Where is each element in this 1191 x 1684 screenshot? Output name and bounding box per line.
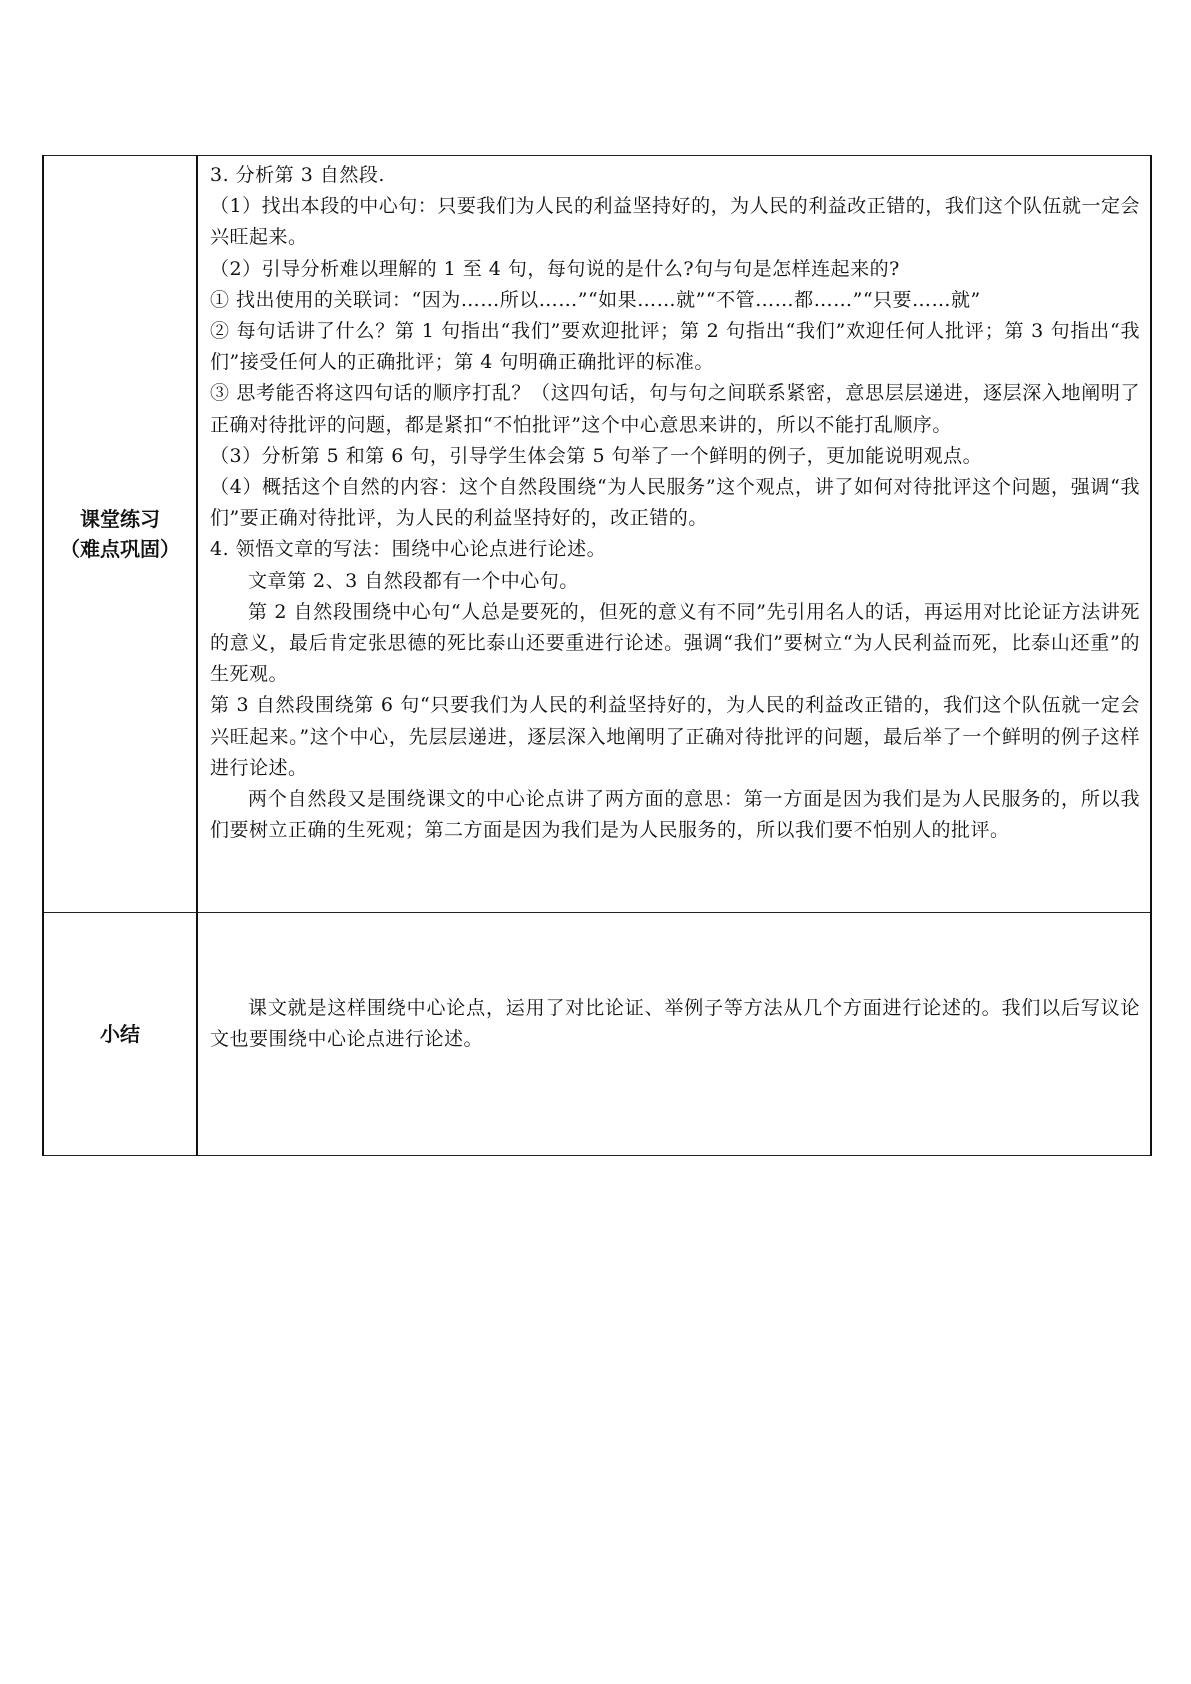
practice-label-cell: [43, 156, 197, 913]
practice-sublabel: （难点巩固）: [60, 537, 180, 561]
paragraph: （4）概括这个自然的内容：这个自然段围绕“为人民服务”这个观点，讲了如何对待批评这个问题，强调“我们”要正确对待批评，为人民的利益坚持好的，改正错的。: [210, 476, 1140, 530]
practice-content-cell: [197, 156, 1151, 913]
paragraph: （2）引导分析难以理解的 1 至 4 句，每句说的是什么?句与句是怎样连起来的?: [210, 257, 900, 280]
paragraph: ① 找出使用的关联词：“因为……所以……”“如果……就”“不管……都……”“只要……就”: [210, 288, 981, 311]
summary-label-cell: [43, 913, 197, 1156]
paragraph: 文章第 2、3 自然段都有一个中心句。: [248, 569, 579, 592]
summary-label: 小结: [100, 1022, 140, 1046]
paragraph: （1）找出本段的中心句：只要我们为人民的利益坚持好的，为人民的利益改正错的，我们这个队伍就一定会兴旺起来。: [210, 195, 1140, 249]
paragraph: 两个自然段又是围绕课文的中心论点讲了两方面的意思：第一方面是因为我们是为人民服务的，所以我们要树立正确的生死观；第二方面是因为我们是为人民服务的，所以我们要不怕别人的批评。: [210, 788, 1140, 842]
paragraph: 第 3 自然段围绕第 6 句“只要我们为人民的利益坚持好的，为人民的利益改正错的，我们这个队伍就一定会兴旺起来。”这个中心，先层层递进，逐层深入地阐明了正确对待批评的问题，最后举了一个鲜明的例子这样进行论述。: [210, 694, 1140, 779]
practice-label: 课堂练习: [80, 507, 160, 531]
summary-content-cell: [197, 913, 1151, 1156]
summary-text: 课文就是这样围绕中心论点，运用了对比论证、举例子等方法从几个方面进行论述的。我们以后写议论文也要围绕中心论点进行论述。: [210, 997, 1140, 1051]
paragraph: 3. 分析第 3 自然段.: [210, 164, 385, 186]
paragraph: 4. 领悟文章的写法：围绕中心论点进行论述。: [210, 538, 607, 561]
practice-row: [43, 156, 1151, 913]
paragraph: ③ 思考能否将这四句话的顺序打乱？（这四句话，句与句之间联系紧密，意思层层递进，逐层深入地阐明了正确对待批评的问题，都是紧扣“不怕批评”这个中心意思来讲的，所以不能打乱顺序。: [210, 382, 1140, 436]
summary-row: [43, 913, 1151, 1156]
paragraph: 第 2 自然段围绕中心句“人总是要死的，但死的意义有不同”先引用名人的话，再运用对比论证方法讲死的意义，最后肯定张思德的死比泰山还要重进行论述。强调“我们”要树立“为人民利益而死，比泰山还重”的生死观。: [210, 600, 1140, 686]
paragraph: ② 每句话讲了什么？第 1 句指出“我们”要欢迎批评；第 2 句指出“我们”欢迎任何人批评；第 3 句指出“我们”接受任何人的正确批评；第 4 句明确正确批评的标准。: [210, 320, 1140, 374]
paragraph: （3）分析第 5 和第 6 句，引导学生体会第 5 句举了一个鲜明的例子，更加能说明观点。: [210, 444, 983, 467]
lesson-plan-table: [42, 155, 1152, 1156]
